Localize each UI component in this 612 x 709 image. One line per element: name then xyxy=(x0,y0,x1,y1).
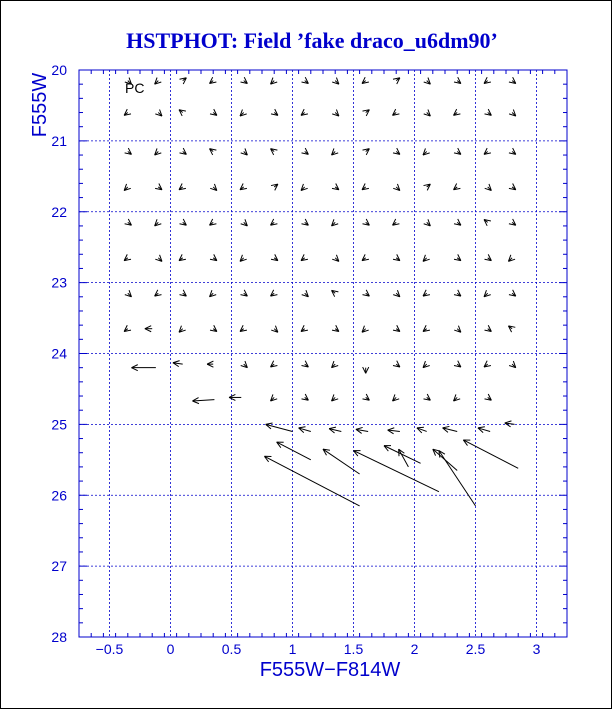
x-tick-label: 1 xyxy=(288,641,297,657)
y-tick-label: 28 xyxy=(51,629,67,645)
x-tick-label: 1.5 xyxy=(343,641,364,657)
x-tick-label: −0.5 xyxy=(95,641,124,657)
y-tick-label: 27 xyxy=(51,558,67,575)
x-tick-label: 3 xyxy=(532,641,541,657)
x-tick-label: 2.5 xyxy=(465,641,486,657)
x-tick-label: 2 xyxy=(410,641,419,657)
y-tick-label: 26 xyxy=(51,487,67,504)
x-tick-label: 0.5 xyxy=(221,641,242,657)
y-tick-label: 23 xyxy=(51,274,67,291)
x-tick-label: 0 xyxy=(166,641,175,657)
window-border xyxy=(1,1,612,709)
x-axis-title: F555W−F814W xyxy=(259,659,401,681)
chart-title: HSTPHOT: Field ’fake draco_u6dm90’ xyxy=(126,28,498,53)
y-tick-label: 20 xyxy=(51,62,67,78)
y-tick-label: 25 xyxy=(51,416,67,433)
y-tick-label: 22 xyxy=(51,203,67,220)
y-axis-title: F555W xyxy=(29,72,51,138)
y-tick-label: 21 xyxy=(51,132,67,149)
field-annotation: PC xyxy=(125,80,145,96)
y-tick-label: 24 xyxy=(51,345,67,362)
